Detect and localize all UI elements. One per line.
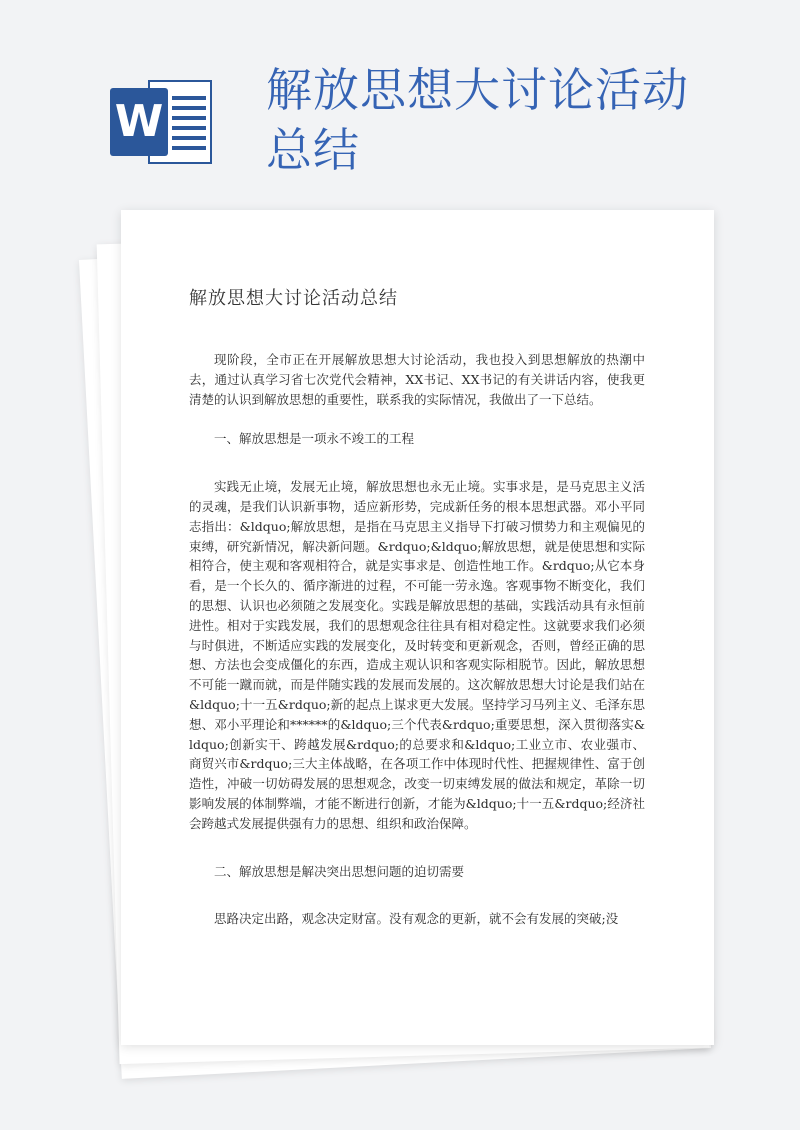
header xyxy=(0,0,800,200)
section-1-paragraph: 实践无止境，发展无止境，解放思想也永无止境。实事求是，是马克思主义活的灵魂，是我们认识新事物，适应新形势，完成新任务的根本思想武器。邓小平同志指出：&ldquo;解放思想，是指在马克思主义指导下打破习惯势力和主观偏见的束缚，研究新情况，解决新问题。&rdquo;&ldquo;解放思想，就是使思想和实际相符合，使主观和客观相符合，就是实事求是、创造性地工作。&rdquo;从它本身看，是一个长久的、循序渐进的过程，不可能一劳永逸。客观事物不断变化，我们的思想、认识也必须随之发展变化。实践是解放思想的基础，实践活动具有永恒前进性。相对于实践发展，我们的思想观念往往具有相对稳定性。这就要求我们必须与时俱进，不断适应实践的发展变化，及时转变和更新观念，否则，曾经正确的思想、方法也会变成僵化的东西，造成主观认识和客观实际相脱节。因此，解放思想不可能一蹴而就，而是伴随实践的发展而发展的。这次解放思想大讨论是我们站在&ldquo;十一五&rdquo;新的起点上谋求更大发展。坚持学习马列主义、毛泽东思想、邓小平理论和******的&ldquo;三个代表&rdquo;重要思想，深入贯彻落实&ldquo;创新实干、跨越发展&rdquo;的总要求和&ldquo;工业立市、农业强市、商贸兴市&rdquo;三大主体战略，在各项工作中体现时代性、把握规律性、富于创造性，冲破一切妨碍发展的思想观念，改变一切束缚发展的做法和规定，革除一切影响发展的体制弊端，才能不断进行创新，才能为&ldquo;十一五&rdquo;经济社会跨越式发展提供强有力的思想、组织和政治保障。 xyxy=(189,479,645,831)
section-1-heading: 一、解放思想是一项永不竣工的工程 xyxy=(214,431,415,447)
document-page xyxy=(121,210,714,1045)
intro-paragraph: 现阶段，全市正在开展解放思想大讨论活动，我也投入到思想解放的热潮中去，通过认真学习省七次党代会精神，XX书记、XX书记的有关讲话内容，使我更清楚的认识到解放思想的重要性，联系我的实际情况，我做出了一下总结。 xyxy=(189,352,645,407)
word-icon-letter: W xyxy=(110,88,168,156)
document-body xyxy=(189,350,645,929)
page-title: 解放思想大讨论活动总结 xyxy=(266,63,689,177)
document-title: 解放思想大讨论活动总结 xyxy=(189,288,398,309)
section-2-paragraph: 思路决定出路，观念决定财富。没有观念的更新，就不会有发展的突破;没 xyxy=(214,911,619,927)
section-2-heading: 二、解放思想是解决突出思想问题的迫切需要 xyxy=(214,863,465,879)
word-document-icon xyxy=(110,74,214,170)
